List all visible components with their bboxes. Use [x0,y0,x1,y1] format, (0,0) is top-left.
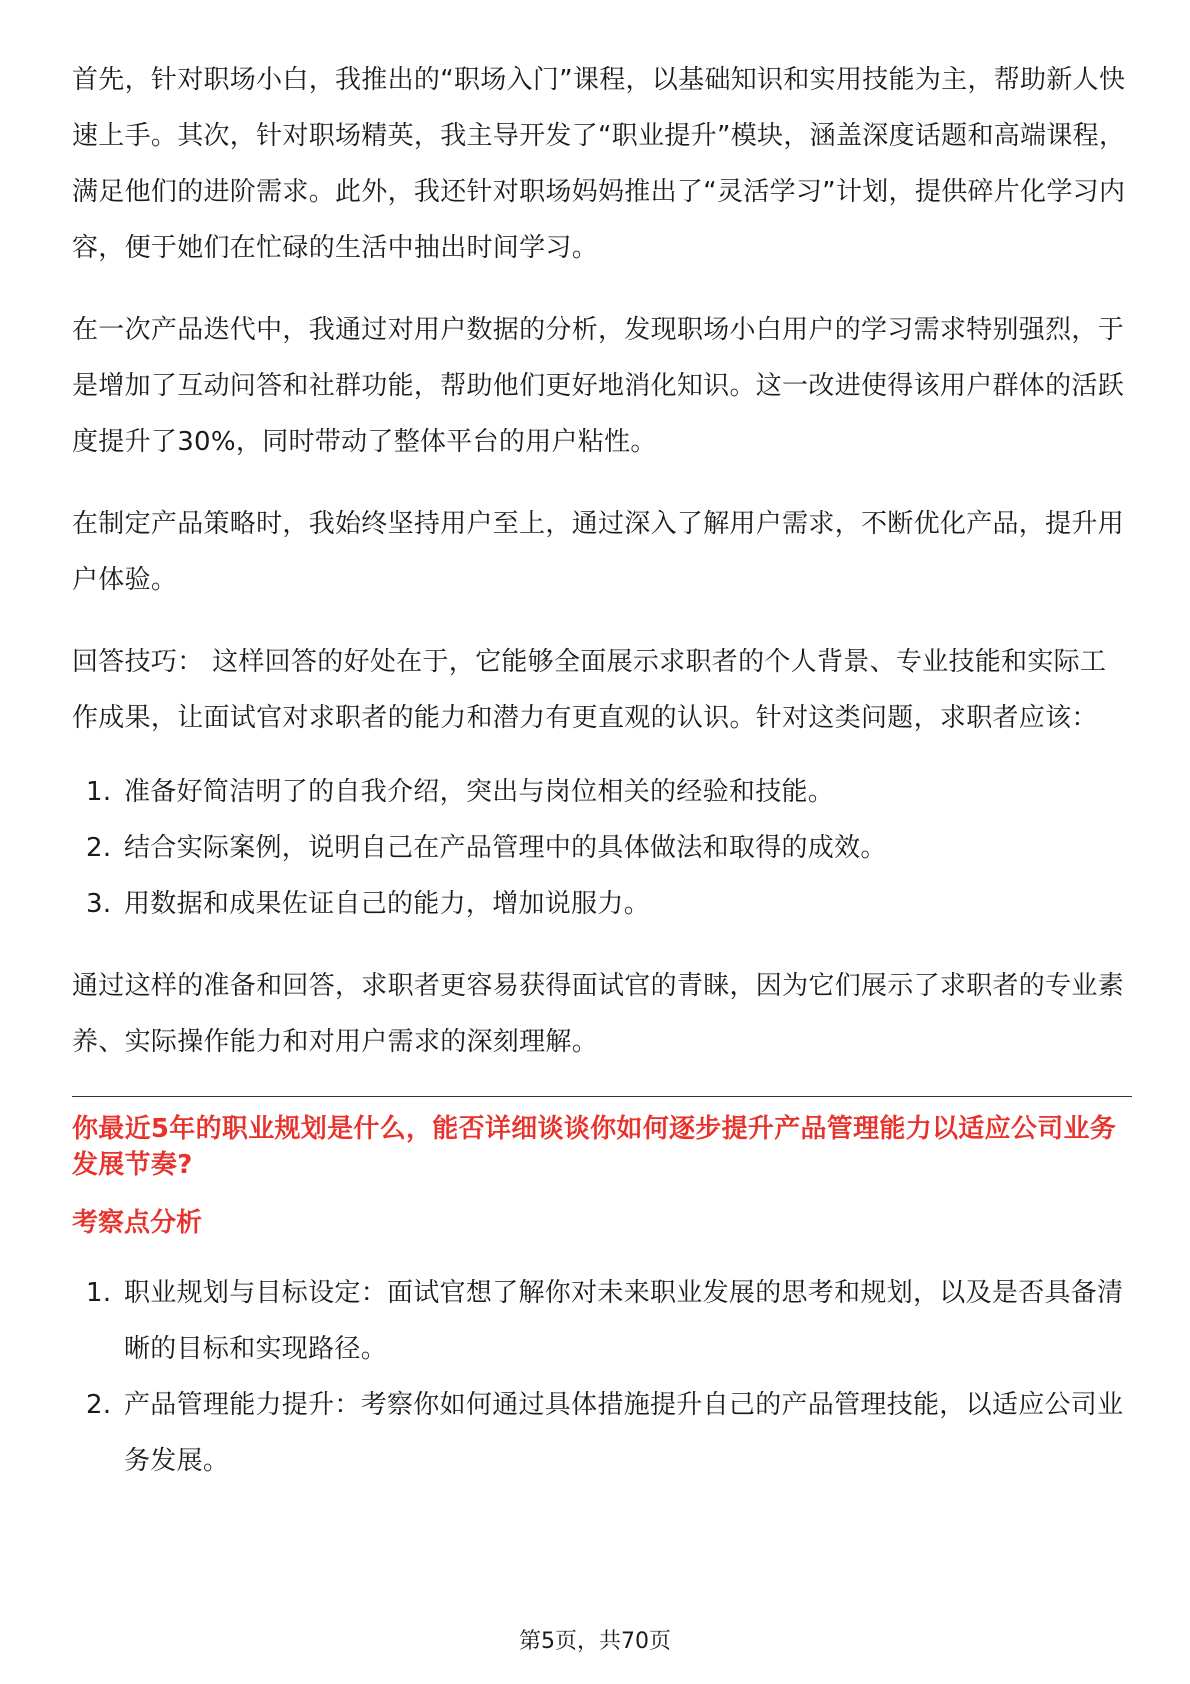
list-item [72,1265,1132,1377]
analysis-title: 考察点分析 [72,1208,203,1238]
section-divider [72,1096,1132,1097]
paragraph-strategy: 在制定产品策略时，我始终坚持用户至上，通过深入了解用户需求，不断优化产品，提升用户体验。 [72,509,1125,595]
list-text: 结合实际案例，说明自己在产品管理中的具体做法和取得的成效。 [124,833,887,863]
interview-question: 你最近5年的职业规划是什么，能否详细谈谈你如何逐步提升产品管理能力以适应公司业务发展节奏? [72,1114,1117,1180]
list-text: 准备好简洁明了的自我介绍，突出与岗位相关的经验和技能。 [124,777,835,807]
list-text: 产品管理能力提升：考察你如何通过具体措施提升自己的产品管理技能，以适应公司业务发展。 [124,1390,1124,1476]
list-number: 2. [86,833,112,863]
page-footer: 第5页，共70页 [519,1629,671,1654]
list-text: 职业规划与目标设定：面试官想了解你对未来职业发展的思考和规划，以及是否具备清晰的目标和实现路径。 [124,1278,1124,1364]
tips-list [72,764,1132,932]
list-text: 用数据和成果佐证自己的能力，增加说服力。 [124,889,651,919]
paragraph-user-segments: 首先，针对职场小白，我推出的“职场入门”课程，以基础知识和实用技能为主，帮助新人快速上手。其次，针对职场精英，我主导开发了“职业提升”模块，涵盖深度话题和高端课程，满足他们的进阶需求。此外，我还针对职场妈妈推出了“灵活学习”计划，提供碎片化学习内容，便于她们在忙碌的生活中抽出时间学习。 [72,65,1126,263]
list-number: 3. [86,889,112,919]
list-item [72,764,1132,820]
list-item [72,876,1132,932]
list-item [72,820,1132,876]
document-body [72,52,1132,1515]
paragraph-answer-tips: 回答技巧： 这样回答的好处在于，它能够全面展示求职者的个人背景、专业技能和实际工作成果，让面试官对求职者的能力和潜力有更直观的认识。针对这类问题，求职者应该： [72,647,1107,733]
analysis-list [72,1265,1132,1489]
list-number: 1. [86,777,112,807]
list-number: 2. [86,1390,112,1420]
list-number: 1. [86,1278,112,1308]
paragraph-closing: 通过这样的准备和回答，求职者更容易获得面试官的青睐，因为它们展示了求职者的专业素养、实际操作能力和对用户需求的深刻理解。 [72,971,1125,1057]
paragraph-iteration: 在一次产品迭代中，我通过对用户数据的分析，发现职场小白用户的学习需求特别强烈，于是增加了互动问答和社群功能，帮助他们更好地消化知识。这一改进使得该用户群体的活跃度提升了30%，同时带动了整体平台的用户粘性。 [72,315,1125,457]
list-item [72,1377,1132,1489]
